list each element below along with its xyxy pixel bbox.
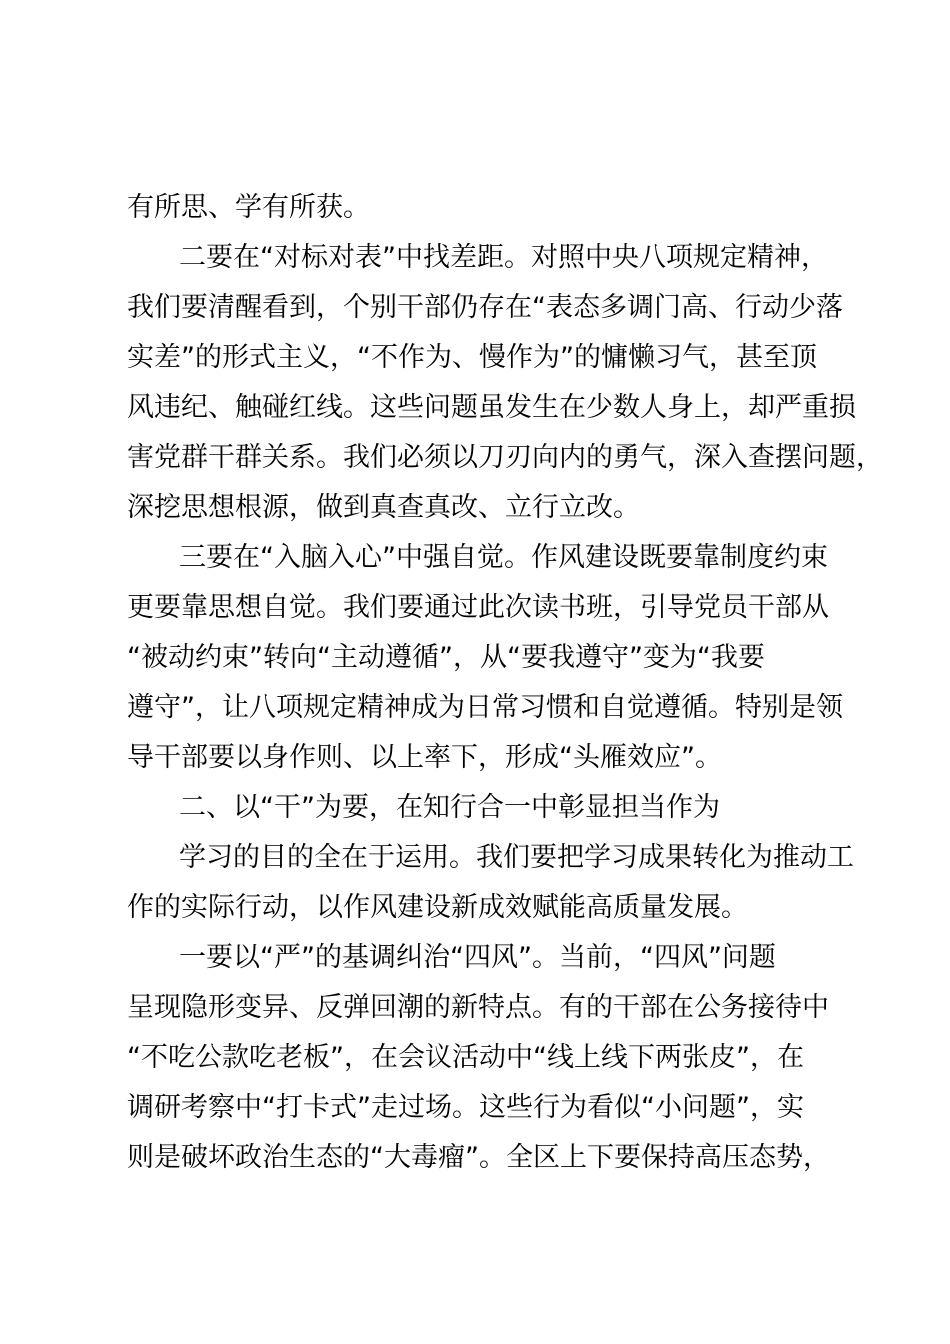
document-body [127, 183, 883, 1183]
text-line: 则是破坏政治生态的“大毒瘤”。全区上下要保持高压态势， [127, 1142, 830, 1173]
text-line: 三要在“入脑入心”中强自觉。作风建设既要靠制度约束 [179, 542, 828, 573]
text-line: 学习的目的全在于运用。我们要把学习成果转化为推动工 [179, 842, 854, 873]
text-line: 遵守”，让八项规定精神成为日常习惯和自觉遵循。特别是领 [127, 692, 843, 723]
text-line: 导干部要以身作则、以上率下，形成“头雁效应”。 [127, 742, 722, 773]
section-heading: 二、以“干”为要，在知行合一中彰显担当作为 [179, 792, 720, 823]
text-line: 调研考察中“打卡式”走过场。这些行为看似“小问题”，实 [127, 1092, 804, 1123]
text-line: 作的实际行动，以作风建设新成效赋能高质量发展。 [127, 892, 748, 923]
text-line: 呈现隐形变异、反弹回潮的新特点。有的干部在公务接待中 [127, 992, 829, 1023]
text-line: 深挖思想根源，做到真查真改、立行立改。 [127, 492, 640, 523]
text-line: 风违纪、触碰红线。这些问题虽发生在少数人身上，却严重损 [127, 392, 856, 423]
text-line: 二要在“对标对表”中找差距。对照中央八项规定精神， [179, 242, 828, 273]
text-line: 一要以“严”的基调纠治“四风”。当前，“四风”问题 [179, 942, 776, 973]
text-line: 我们要清醒看到，个别干部仍存在“表态多调门高、行动少落 [127, 292, 843, 323]
text-line: “被动约束”转向“主动遵循”，从“要我遵守”变为“我要 [127, 642, 765, 673]
text-line: 害党群干群关系。我们必须以刀刃向内的勇气，深入查摆问题， [127, 442, 883, 473]
text-line: 有所思、学有所获。 [127, 192, 370, 223]
text-line: 实差”的形式主义，“不作为、慢作为”的慵懒习气，甚至顶 [127, 342, 817, 373]
text-line: “不吃公款吃老板”，在会议活动中“线上线下两张皮”，在 [127, 1042, 804, 1073]
text-line: 更要靠思想自觉。我们要通过此次读书班，引导党员干部从 [127, 592, 829, 623]
